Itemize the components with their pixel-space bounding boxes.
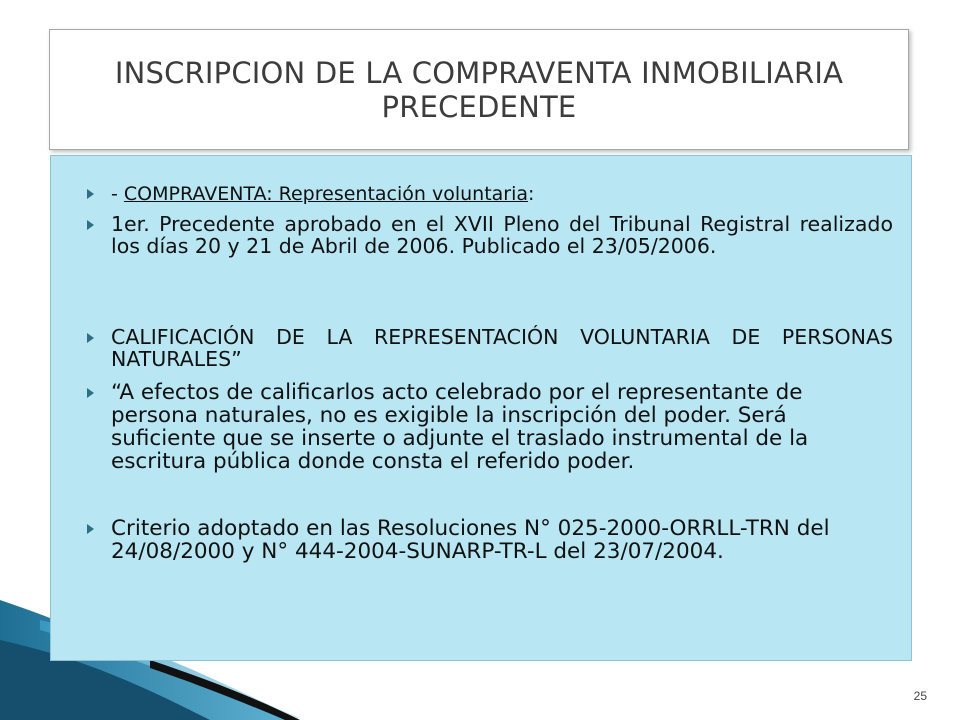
bullet-arrow-icon xyxy=(87,333,94,343)
bullet-text: CALIFICACIÓN DE LA REPRESENTACIÓN VOLUNTARIA DE PERSONAS NATURALES” xyxy=(111,325,893,371)
bullet-text: Criterio adoptado en las Resoluciones N° 025-2000-ORRLL-TRN del 24/08/2000 y N° 444-2004-SUNARP-TR-L del 23/07/2004. xyxy=(111,516,830,564)
bullet-arrow-icon xyxy=(87,220,94,230)
content-box xyxy=(50,155,912,661)
slide-title: INSCRIPCION DE LA COMPRAVENTA INMOBILIARIA PRECEDENTE xyxy=(114,55,844,124)
bullet-prefix: - xyxy=(111,183,124,205)
bullet-underlined-text: COMPRAVENTA: Representación voluntaria xyxy=(123,183,529,205)
page-number: 25 xyxy=(913,689,927,703)
bullet-item xyxy=(111,517,893,563)
bullet-item xyxy=(111,381,893,473)
bullet-suffix: : xyxy=(528,183,535,205)
bullet-arrow-icon xyxy=(87,189,94,199)
bullet-item xyxy=(111,326,893,370)
bullet-text: 1er. Precedente aprobado en el XVII Pleno del Tribunal Registral realizado los días 20 y 21 de Abril de 2006. Publicado el 23/05/2006. xyxy=(111,212,893,258)
bullet-text: “A efectos de calificarlos acto celebrado por el representante de persona naturales, no es exigible la inscripción del poder. Será suficiente que se inserte o adjunte el traslado instrumental de la escritura pública donde consta el referido poder. xyxy=(111,380,809,474)
bullet-text xyxy=(111,183,534,205)
title-box xyxy=(49,29,909,150)
bullet-arrow-icon xyxy=(87,388,94,398)
bullet-item xyxy=(111,183,893,205)
bullet-arrow-icon xyxy=(87,524,94,534)
bullet-item xyxy=(111,213,893,257)
